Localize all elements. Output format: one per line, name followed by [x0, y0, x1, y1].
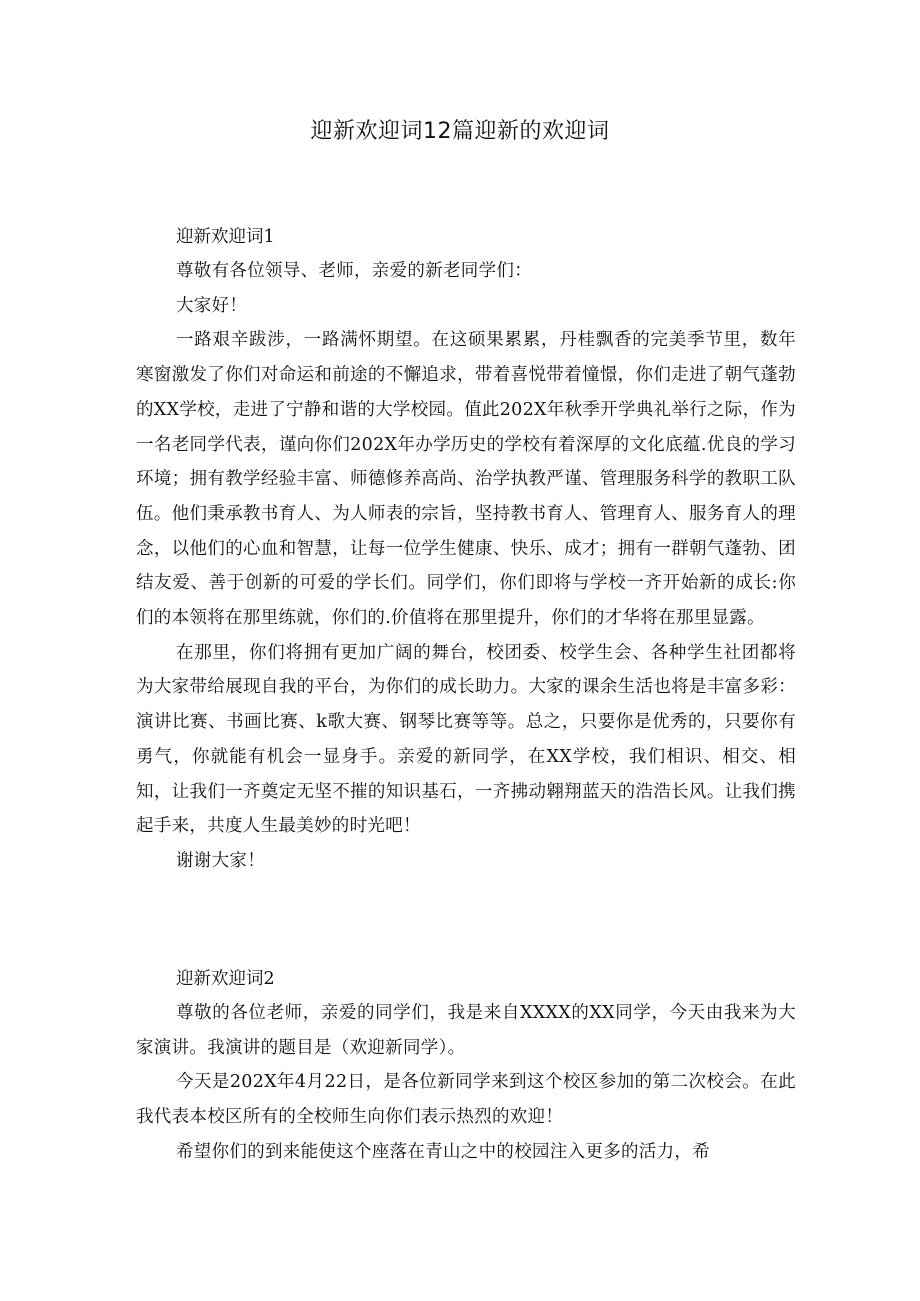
- section-heading: 迎新欢迎词1: [176, 227, 275, 247]
- greeting-paragraph: 大家好！: [176, 295, 248, 316]
- body-paragraph: 希望你们的到来能使这个座落在青山之中的校园注入更多的活力，希: [176, 1141, 710, 1162]
- body-paragraph: 尊敬的各位老师，亲爱的同学们，我是来自XXXX的XX同学，今天由我来为大家演讲。我演讲的题目是（欢迎新同学）。: [136, 1003, 796, 1058]
- body-paragraph: 今天是202X年4月22日，是各位新同学来到这个校区参加的第二次校会。在此我代表本校区所有的全校师生向你们表示热烈的欢迎！: [136, 1072, 796, 1128]
- section-welcome-speech-2: [136, 962, 796, 1170]
- body-paragraph: 在那里，你们将拥有更加广阔的舞台，校团委、校学生会、各种学生社团都将为大家带给展现自我的平台，为你们的成长助力。大家的课余生活也将是丰富多彩：演讲比赛、书画比赛、k歌大赛、钢琴比赛等等。总之，只要你是优秀的，只要你有勇气，你就能有机会一显身手。亲爱的新同学，在XX学校，我们相识、相交、相知，让我们一齐奠定无坚不摧的知识基石，一齐拂动翱翔蓝天的浩浩长风。让我们携起手来，共度人生最美妙的时光吧！: [136, 642, 796, 837]
- section-heading: 迎新欢迎词2: [176, 969, 275, 989]
- salutation-paragraph: 尊敬有各位领导、老师，亲爱的新老同学们：: [176, 261, 532, 281]
- body-paragraph: 一路艰辛跋涉，一路满怀期望。在这硕果累累，丹桂飘香的完美季节里，数年寒窗激发了你们对命运和前途的不懈追求，带着喜悦带着憧憬，你们走进了朝气蓬勃的XX学校，走进了宁静和谐的大学校园。值此202X年秋季开学典礼举行之际，作为一名老同学代表，谨向你们202X年办学历史的学校有着深厚的文化底蕴.优良的学习环境；拥有教学经验丰富、师德修养高尚、治学执教严谨、管理服务科学的教职工队伍。他们秉承教书育人、为人师表的宗旨，坚持教书育人、管理育人、服务育人的理念，以他们的心血和智慧，让每一位学生健康、快乐、成才；拥有一群朝气蓬勃、团结友爱、善于创新的可爱的学长们。同学们，你们即将与学校一齐开始新的成长:你们的本领将在那里练就，你们的.价值将在那里提升，你们的才华将在那里显露。: [136, 330, 796, 629]
- document-title: 迎新欢迎词12篇迎新的欢迎词: [310, 119, 610, 144]
- section-welcome-speech-1: [136, 220, 796, 879]
- closing-paragraph: 谢谢大家！: [176, 850, 265, 871]
